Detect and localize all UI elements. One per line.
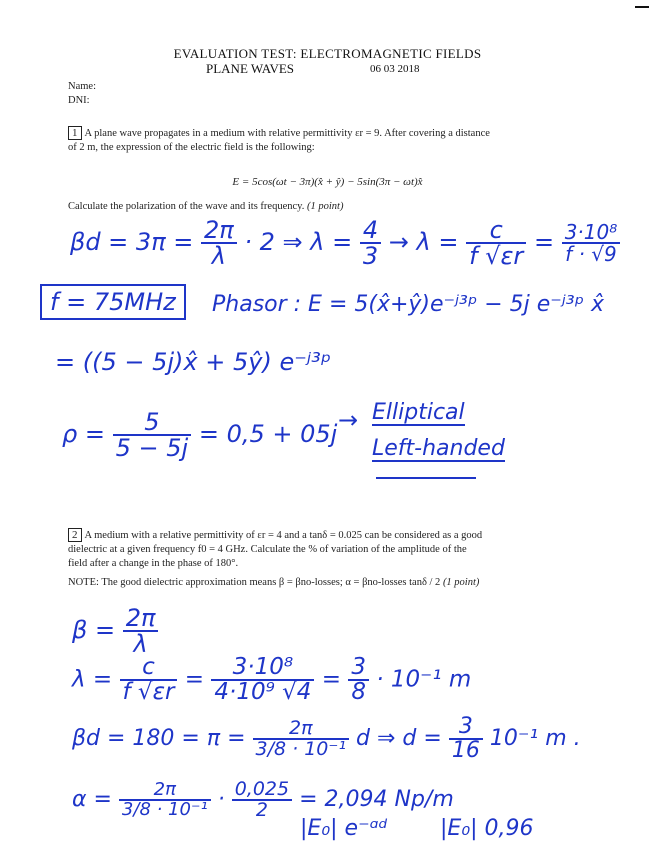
hw2-frac-3e8: $\frac{\text{3·10⁸}}{\text{4·10⁹ √4}}$ — [211, 656, 314, 704]
hw-lambda-eq: → λ = — [388, 228, 467, 256]
question-1-prompt: Calculate the polarization of the wave and its frequency. — [68, 201, 305, 212]
hw2-lambda: λ = — [72, 666, 120, 693]
handwritten-polarization-arrow: → — [338, 406, 359, 434]
handwritten-beta — [72, 606, 158, 656]
question-1-points: (1 point) — [306, 201, 344, 212]
hw-frac-3e8: $\frac{\text{3·10⁸}}{f \cdot √9}$ — [562, 222, 621, 264]
question-1-text-line2: of 2 m, the expression of the electric field is the following: — [68, 142, 315, 153]
exam-subtitle: PLANE WAVES — [206, 61, 295, 76]
hw2-betad: βd = 180 = π = — [72, 726, 253, 751]
hw2-alpha-value: = 2,094 Np/m — [299, 787, 454, 812]
question-2-note: NOTE: The good dielectric approximation means β = βno-losses; α = βno-losses tanδ / 2 — [68, 577, 441, 588]
question-1 — [68, 126, 643, 155]
question-2-text-line2: dielectric at a given frequency f0 = 4 GHz. Calculate the % of variation of the amplitude of the — [68, 544, 467, 555]
hw2-frac-3-16: $\frac{3}{16}$ — [449, 716, 483, 762]
hw-frac-2pi-lambda: $\frac{2\pi}{\lambda}$ — [201, 218, 237, 268]
handwritten-rho — [62, 410, 337, 460]
handwritten-underline — [376, 477, 476, 479]
hw-eq: = — [533, 228, 562, 256]
exam-title: EVALUATION TEST: ELECTROMAGNETIC FIELDS — [173, 46, 482, 61]
hw-betad: βd = 3π = — [70, 228, 202, 256]
handwritten-phasor: Phasor : E = 5(x̂+ŷ)e⁻ʲ³ᵖ − 5j e⁻ʲ³ᵖ x̂ — [212, 292, 605, 317]
question-2-text-line1: A medium with a relative permittivity of εr = 4 and a tanδ = 0.025 can be considered as a good — [84, 530, 483, 541]
question-2 — [68, 528, 643, 571]
hw2-frac-3-8: $\frac{3}{8}$ — [348, 656, 369, 704]
name-label: Name: — [68, 81, 96, 92]
handwritten-polarization-type: Elliptical — [372, 400, 465, 425]
hw2-d-eq: d ⇒ d = — [356, 726, 449, 751]
hw2-frac-alpha1: $\frac{2\pi}{\text{3/8 · 10⁻¹}}$ — [119, 781, 211, 819]
hw-rho: ρ = — [62, 420, 113, 448]
handwritten-attenuation-value: |E₀| 0,96 — [440, 816, 534, 841]
question-2-number: 2 — [68, 528, 82, 542]
hw-frac-4-3: $\frac{4}{3}$ — [360, 218, 381, 268]
handwritten-wavelength-line — [70, 218, 620, 268]
question-2-points: (1 point) — [442, 577, 480, 588]
hw2-frac-c-f: $\frac{c}{f √\varepsilon r}$ — [120, 656, 178, 704]
hw2-beta: β = — [72, 616, 123, 644]
question-2-note-line — [68, 576, 479, 590]
hw2-alpha: α = — [72, 787, 119, 812]
hw2-frac-alpha2: $\frac{0,025}{2}$ — [232, 780, 292, 820]
hw2-frac-beta: $\frac{2\pi}{\lambda}$ — [123, 606, 159, 656]
hw2-eq1: = — [184, 666, 212, 693]
hw2-eq2: = — [321, 666, 349, 693]
dni-label: DNI: — [68, 95, 90, 106]
handwritten-alpha — [72, 780, 454, 820]
hw2-frac-2pi: $\frac{2\pi}{\text{3/8 · 10⁻¹}}$ — [253, 719, 350, 759]
corner-mark — [635, 6, 649, 8]
hw2-times: · — [217, 787, 232, 812]
hw2-d-unit: 10⁻¹ m . — [489, 726, 581, 751]
hw-frac-c-f: $\frac{c}{f √\varepsilon r}$ — [466, 218, 526, 268]
hw-times-2: · 2 ⇒ λ = — [244, 228, 360, 256]
handwritten-phasor-combined: = ((5 − 5j)x̂ + 5ŷ) e⁻ʲ³ᵖ — [55, 348, 331, 376]
hw-rho-value: = 0,5 + 05j — [198, 420, 338, 448]
handwritten-frequency-result: f = 75MHz — [40, 284, 186, 320]
question-1-text-line1: A plane wave propagates in a medium with relative permittivity εr = 9. After covering a distance — [84, 128, 490, 139]
handwritten-polarization-sense: Left-handed — [372, 436, 505, 461]
handwritten-distance — [72, 716, 581, 762]
question-1-number: 1 — [68, 126, 82, 140]
question-2-text-line3: field after a change in the phase of 180°. — [68, 558, 239, 569]
question-1-equation: E = 5cos(ωt − 3π)(x̂ + ŷ) − 5sin(3π − ωt)x̂ — [232, 176, 423, 188]
hw-frac-rho: $\frac{5}{5 - 5j}$ — [113, 410, 192, 460]
handwritten-lambda — [72, 656, 471, 704]
handwritten-attenuation-expr: |E₀| e⁻ᵅᵈ — [300, 816, 388, 841]
question-1-prompt-line — [68, 200, 343, 214]
hw2-lambda-unit: · 10⁻¹ m — [376, 666, 472, 693]
exam-date: 06 03 2018 — [370, 63, 420, 75]
